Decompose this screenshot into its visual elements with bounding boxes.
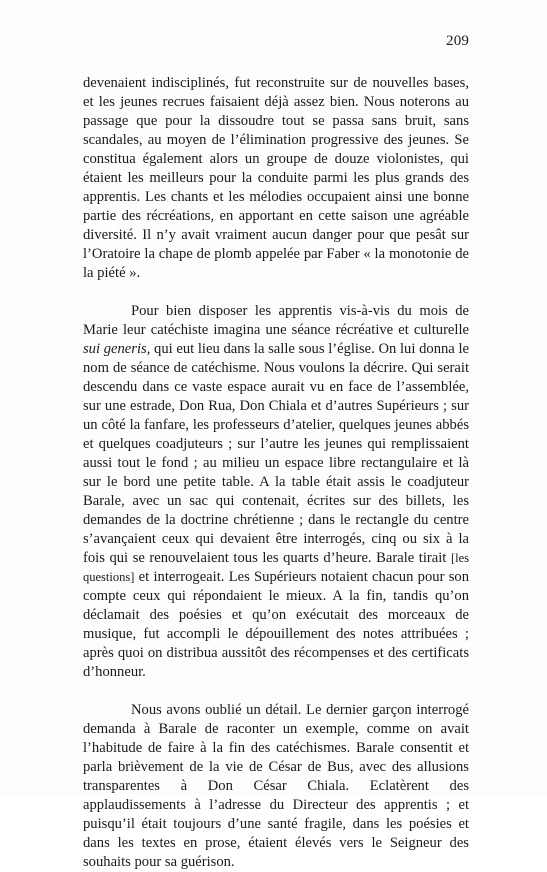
paragraph-2: [83, 302, 469, 682]
paragraph-2-part-c: , qui eut lieu dans la salle sous l’église. On lui donna le nom de séance de catéchisme. Nous voulons la décrire. Qui serait descendu dans ce vaste espace aurait vu en face de l’assemblée, sur une estrade, Don Rua, Don Chiala et d’autres Supérieurs ; sur un côté la fanfare, les professeurs d’atelier, quelques jeunes abbés et quelques coadjuteurs ; sur l’autre les jeunes qui remplissaient aussi tout le fond ; au milieu un espace libre rectangulaire et là sur le bord une petite table. A la table était assis le coadjuteur Barale, avec un sac qui contenait, écrites sur des billets, les demandes de la doctrine chrétienne ; dans le rectangle du centre s’avançaient ceux qui devaient être interrogés, cinq ou six à la fois qui se renouvelaient tous les quarts d’heure. Barale tirait: [83, 341, 469, 566]
paragraph-1: devenaient indisciplinés, fut reconstruite sur de nouvelles bases, et les jeunes recrues faisaient déjà assez bien. Nous noterons au passage que pour la dissoudre tout se passa sans bruit, sans scandales, au moyen de l’élimination progressive des jeunes. Se constitua également alors un groupe de douze violonistes, qui étaient les meilleurs pour la conduite parmi les plus grands des apprentis. Les chants et les mélodies occupaient ainsi une bonne partie des récréations, en apportant en cette saison une agréable diversité. Il n’y avait vraiment aucun danger pour que pesât sur l’Oratoire la chape de plomb appelée par Faber « la monotonie de la piété ».: [83, 75, 469, 281]
page-number: 209: [446, 33, 470, 49]
paragraph-2-part-a: Pour bien disposer les apprentis vis-à-vis du mois de Marie leur catéchiste imagina une séance récréative et culturelle: [83, 303, 469, 338]
body-text: [83, 74, 469, 872]
editorial-insertion: [les questions]: [83, 551, 469, 584]
italic-term: sui generis: [83, 341, 147, 357]
paragraph-3: Nous avons oublié un détail. Le dernier garçon interrogé demanda à Barale de raconter un exemple, comme on avait l’habitude de faire à la fin des catéchismes. Barale consentit et parla brièvement de la vie de César de Bus, avec des allusions transparentes à Don César Chiala. Eclatèrent des applaudissements à l’adresse du Directeur des apprentis ; et puisqu’il était toujours d’une santé fragile, dans les poésies et dans les textes en prose, étaient élevés vers le Seigneur des souhaits pour sa guérison.: [83, 702, 469, 870]
paragraph-2-part-e: et interrogeait. Les Supérieurs notaient chacun pour son compte ceux qui répondaient le mieux. A la fin, tandis qu’on déclamait des poésies et qu’on exécutait des morceaux de musique, fut accompli le dépouillement des notes attribuées ; après quoi on distribua aussitôt des récompenses et des certificats d’honneur.: [83, 569, 469, 680]
